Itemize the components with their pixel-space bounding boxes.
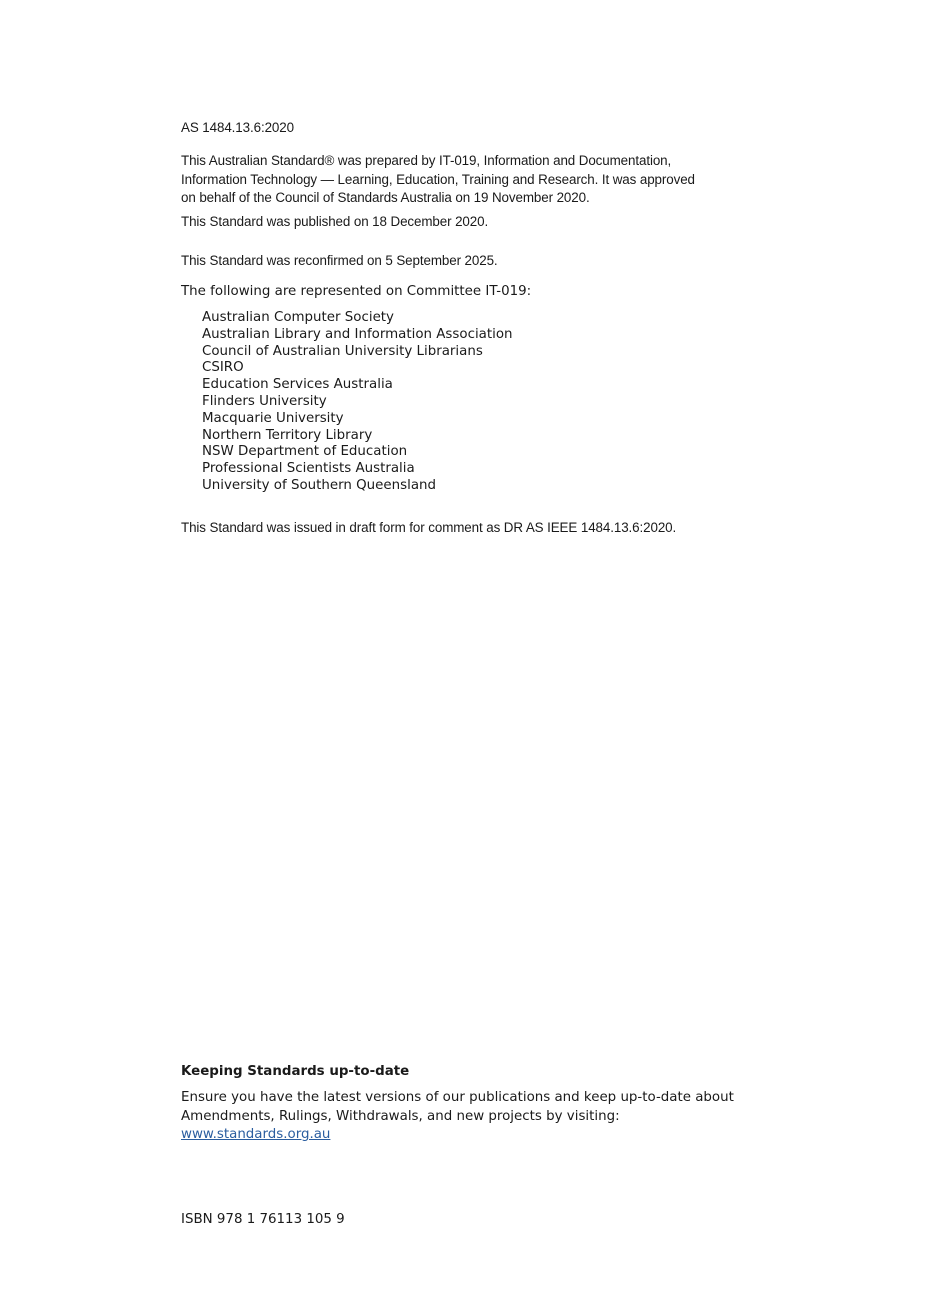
committee-member: Council of Australian University Librarians — [202, 343, 483, 359]
committee-member: NSW Department of Education — [202, 444, 408, 460]
document-code: AS 1484.13.6:2020 — [181, 120, 294, 135]
committee-intro: The following are represented on Committee IT-019: — [181, 284, 532, 299]
committee-member: Education Services Australia — [202, 377, 393, 393]
committee-member: University of Southern Queensland — [202, 477, 437, 493]
committee-member: CSIRO — [202, 360, 244, 376]
keeping-line: Ensure you have the latest versions of our publications and keep up-to-date about — [181, 1090, 734, 1105]
committee-member: Professional Scientists Australia — [202, 461, 415, 477]
published-date: This Standard was published on 18 December 2020. — [181, 214, 489, 229]
reconfirmed-date: This Standard was reconfirmed on 5 September 2025. — [181, 253, 498, 268]
isbn-number: ISBN 978 1 76113 105 9 — [181, 1212, 345, 1227]
committee-member: Australian Computer Society — [202, 310, 394, 325]
keeping-up-to-date-heading: Keeping Standards up-to-date — [181, 1064, 410, 1079]
committee-member: Flinders University — [202, 393, 327, 409]
preparation-line: Information Technology — Learning, Education, Training and Research. It was approved — [181, 171, 695, 187]
preparation-line: This Australian Standard® was prepared by IT-019, Information and Documentation, — [181, 153, 672, 168]
keeping-line: Amendments, Rulings, Withdrawals, and new projects by visiting: — [181, 1108, 620, 1124]
committee-member-list — [202, 310, 513, 495]
standards-website-link[interactable]: www.standards.org.au — [181, 1127, 331, 1142]
committee-member: Macquarie University — [202, 410, 344, 426]
preparation-line: on behalf of the Council of Standards Australia on 19 November 2020. — [181, 190, 590, 205]
committee-member: Northern Territory Library — [202, 427, 373, 443]
draft-note: This Standard was issued in draft form for comment as DR AS IEEE 1484.13.6:2020. — [181, 520, 677, 535]
keeping-up-to-date-paragraph — [181, 1089, 734, 1145]
preparation-paragraph — [181, 152, 695, 208]
committee-member: Australian Library and Information Association — [202, 326, 513, 342]
